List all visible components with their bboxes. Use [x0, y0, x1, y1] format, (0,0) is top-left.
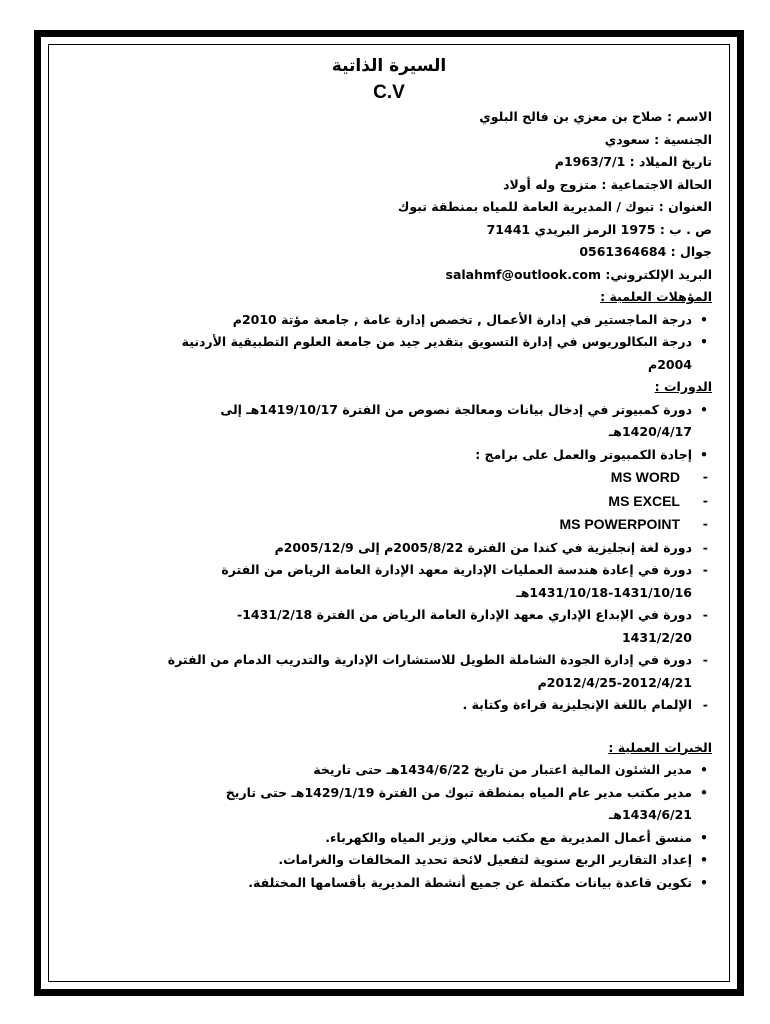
list-item-continuation: 1431/10/18-1431/10/16هـ [516, 584, 692, 600]
list-item: - دورة لغة إنجليزية في كندا من الفترة 2005/8/22م إلى 2005/12/9م [58, 537, 720, 560]
list-item: • منسق أعمال المديرية مع مكتب معالي وزير المياه والكهرباء. [58, 827, 720, 850]
qualifications-heading: المؤهلات العلمية : [600, 289, 712, 304]
list-item-continuation: 1420/4/17هـ [609, 424, 692, 439]
list-item: • درجة البكالوريوس في إدارة التسويق بتقدير جيد من جامعة العلوم التطبيقية الأردنية [58, 331, 720, 354]
experience-list [58, 759, 720, 894]
software-item: - MS POWERPOINT [58, 513, 720, 537]
birthdate-line: تاريخ الميلاد : 1963/7/1م [554, 154, 712, 169]
list-item: - دورة في إعادة هندسة العمليات الإدارية معهد الإدارة العامة الرياض من الفترة [58, 559, 720, 582]
section-spacer [58, 717, 720, 737]
list-item: • إجادة الكمبيوتر والعمل على برامج : [58, 444, 720, 467]
list-item: • مدير مكتب مدير عام المياه بمنطقة تبوك من الفترة 1429/1/19هـ حتى تاريخ [58, 782, 720, 805]
list-item: • إعداد التقارير الربع سنوية لتفعيل لائحة تحديد المخالفات والغرامات. [58, 849, 720, 872]
experience-heading: الخبرات العملية : [608, 739, 712, 755]
po-box-line: ص . ب : 1975 الرمز البريدي 71441 [486, 221, 712, 237]
qualifications-list [58, 309, 720, 377]
list-item: - دورة في إدارة الجودة الشاملة الطويل للاستشارات الإدارية والتدريب الدمام من الفترة [58, 649, 720, 672]
mobile-line: جوال : 0561364684 [579, 244, 712, 259]
software-item: - MS EXCEL [58, 490, 720, 514]
address-line: العنوان : تبوك / المديرية العامة للمياه بمنطقة تبوك [397, 199, 712, 214]
marital-status-line: الحالة الاجتماعية : متزوج وله أولاد [503, 176, 712, 192]
software-item: - MS WORD [58, 466, 720, 490]
list-item: - دورة في الإبداع الإداري معهد الإدارة العامة الرياض من الفترة 1431/2/18- [58, 604, 720, 627]
list-item-continuation: 2012/4/25-2012/4/21م [537, 674, 692, 690]
email-line: البريد الإلكتروني: salahmf@outlook.com [445, 266, 712, 282]
nationality-line: الجنسية : سعودي [604, 131, 712, 147]
courses-heading: الدورات : [654, 379, 712, 394]
document-subtitle: C.V [373, 82, 405, 103]
list-item-continuation: 2004م [648, 356, 692, 372]
list-item: • مدير الشئون المالية اعتبار من تاريخ 1434/6/22هـ حتى تاريخة [58, 759, 720, 782]
courses-list [58, 399, 720, 717]
list-item: • تكوين قاعدة بيانات مكتملة عن جميع أنشطة المديرية بأقسامها المختلفة. [58, 872, 720, 895]
list-item: • دورة كمبيوتر في إدخال بيانات ومعالجة نصوص من الفترة 1419/10/17هـ إلى [58, 399, 720, 422]
cv-document [58, 52, 720, 972]
document-title: السيرة الذاتية [331, 56, 447, 76]
name-line: الاسم : صلاح بن معزي بن فالح البلوي [479, 109, 712, 124]
list-item-continuation: 1434/6/21هـ [609, 807, 692, 822]
list-item: - الإلمام باللغة الإنجليزية قراءة وكتابة . [58, 694, 720, 717]
list-item: • درجة الماجستير في إدارة الأعمال , تخصص إدارة عامة , جامعة مؤتة 2010م [58, 309, 720, 332]
list-item-continuation: 1431/2/20 [621, 629, 692, 645]
